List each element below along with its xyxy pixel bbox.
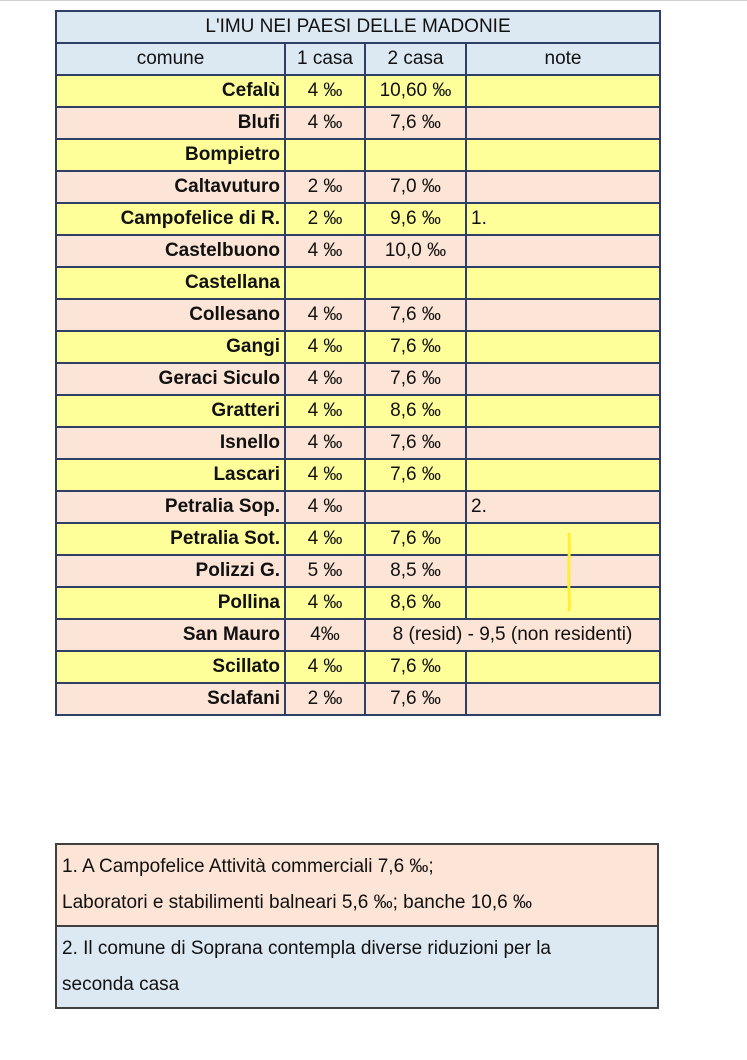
note-2-row (56, 926, 658, 1008)
table-row (56, 75, 660, 107)
table-row (56, 619, 660, 651)
cell-comune: Campofelice di R. (56, 203, 285, 235)
cell-note (466, 331, 660, 363)
cell-note (466, 171, 660, 203)
cell-2-casa: 7,6 ‰ (365, 331, 466, 363)
cell-2-casa: 10,60 ‰ (365, 75, 466, 107)
table-row (56, 427, 660, 459)
cell-comune: Cefalù (56, 75, 285, 107)
cell-1-casa: 4 ‰ (285, 459, 365, 491)
cell-comune: Lascari (56, 459, 285, 491)
cell-2-casa (365, 267, 466, 299)
cell-2-casa: 10,0 ‰ (365, 235, 466, 267)
cell-1-casa (285, 267, 365, 299)
cell-2-casa (365, 491, 466, 523)
top-divider (0, 0, 747, 1)
cell-note (466, 683, 660, 715)
cell-comune: San Mauro (56, 619, 285, 651)
cell-note (466, 523, 660, 555)
cell-note (466, 587, 660, 619)
cell-comune: Caltavuturo (56, 171, 285, 203)
cell-comune: Gangi (56, 331, 285, 363)
cell-1-casa: 2 ‰ (285, 171, 365, 203)
cell-2-casa: 7,6 ‰ (365, 107, 466, 139)
cell-note (466, 459, 660, 491)
cell-2-casa: 7,0 ‰ (365, 171, 466, 203)
cell-1-casa: 2 ‰ (285, 203, 365, 235)
cell-note (466, 427, 660, 459)
cell-note (466, 75, 660, 107)
cell-note (466, 555, 660, 587)
cell-2-casa: 7,6 ‰ (365, 523, 466, 555)
cell-1-casa: 4 ‰ (285, 395, 365, 427)
cell-comune: Bompietro (56, 139, 285, 171)
cell-note (466, 139, 660, 171)
cell-1-casa: 5 ‰ (285, 555, 365, 587)
table-row (56, 171, 660, 203)
table-row (56, 395, 660, 427)
cell-2-casa: 7,6 ‰ (365, 651, 466, 683)
cell-2-casa: 9,6 ‰ (365, 203, 466, 235)
table-title: L'IMU NEI PAESI DELLE MADONIE (56, 11, 660, 43)
table-row (56, 107, 660, 139)
table-row (56, 203, 660, 235)
cell-comune: Gratteri (56, 395, 285, 427)
cell-1-casa: 4 ‰ (285, 331, 365, 363)
table-row (56, 267, 660, 299)
table-row (56, 299, 660, 331)
table-row (56, 235, 660, 267)
cell-note (466, 395, 660, 427)
cell-1-casa (285, 139, 365, 171)
header-comune: comune (56, 43, 285, 75)
cell-2-casa: 7,6 ‰ (365, 299, 466, 331)
cell-comune: Sclafani (56, 683, 285, 715)
cell-1-casa: 2 ‰ (285, 683, 365, 715)
cell-2-casa: 7,6 ‰ (365, 427, 466, 459)
cell-1-casa: 4 ‰ (285, 75, 365, 107)
title-row (56, 11, 660, 43)
table-row (56, 651, 660, 683)
table-row (56, 683, 660, 715)
cell-1-casa: 4 ‰ (285, 587, 365, 619)
note-2-line-1: 2. Il comune di Soprana contempla diverse riduzioni per la (62, 938, 551, 959)
highlighter-mark (566, 532, 572, 612)
cell-note: 1. (466, 203, 660, 235)
cell-comune: Collesano (56, 299, 285, 331)
table-row (56, 459, 660, 491)
table-row (56, 363, 660, 395)
cell-note (466, 267, 660, 299)
table-row (56, 139, 660, 171)
cell-1-casa: 4 ‰ (285, 299, 365, 331)
cell-comune: Scillato (56, 651, 285, 683)
cell-comune: Polizzi G. (56, 555, 285, 587)
note-2-line-2: seconda casa (62, 974, 180, 995)
cell-1-casa: 4‰ (285, 619, 365, 651)
cell-1-casa: 4 ‰ (285, 651, 365, 683)
header-1-casa: 1 casa (285, 43, 365, 75)
cell-comune: Geraci Siculo (56, 363, 285, 395)
cell-2-casa: 7,6 ‰ (365, 459, 466, 491)
cell-1-casa: 4 ‰ (285, 427, 365, 459)
cell-1-casa: 4 ‰ (285, 107, 365, 139)
note-2 (56, 926, 658, 1008)
note-1-line-1: 1. A Campofelice Attività commerciali 7,6 ‰; (62, 856, 434, 877)
cell-2-casa: 8,6 ‰ (365, 587, 466, 619)
header-row (56, 43, 660, 75)
cell-comune: Petralia Sop. (56, 491, 285, 523)
cell-note (466, 107, 660, 139)
header-2-casa: 2 casa (365, 43, 466, 75)
cell-comune: Isnello (56, 427, 285, 459)
cell-note (466, 299, 660, 331)
table-row (56, 331, 660, 363)
cell-comune: Castellana (56, 267, 285, 299)
cell-2-casa-note: 8 (resid) - 9,5 (non residenti) (365, 619, 660, 651)
cell-note (466, 363, 660, 395)
cell-note: 2. (466, 491, 660, 523)
cell-comune: Castelbuono (56, 235, 285, 267)
notes-table (55, 843, 659, 1009)
header-note: note (466, 43, 660, 75)
cell-2-casa: 7,6 ‰ (365, 683, 466, 715)
note-1-row (56, 844, 658, 926)
table-row (56, 491, 660, 523)
cell-comune: Blufi (56, 107, 285, 139)
cell-1-casa: 4 ‰ (285, 363, 365, 395)
cell-2-casa: 8,5 ‰ (365, 555, 466, 587)
cell-1-casa: 4 ‰ (285, 491, 365, 523)
cell-2-casa (365, 139, 466, 171)
cell-2-casa: 7,6 ‰ (365, 363, 466, 395)
cell-2-casa: 8,6 ‰ (365, 395, 466, 427)
cell-1-casa: 4 ‰ (285, 523, 365, 555)
cell-comune: Petralia Sot. (56, 523, 285, 555)
note-1 (56, 844, 658, 926)
note-1-line-2: Laboratori e stabilimenti balneari 5,6 ‰; banche 10,6 ‰ (62, 892, 532, 913)
cell-note (466, 651, 660, 683)
cell-comune: Pollina (56, 587, 285, 619)
cell-1-casa: 4 ‰ (285, 235, 365, 267)
cell-note (466, 235, 660, 267)
